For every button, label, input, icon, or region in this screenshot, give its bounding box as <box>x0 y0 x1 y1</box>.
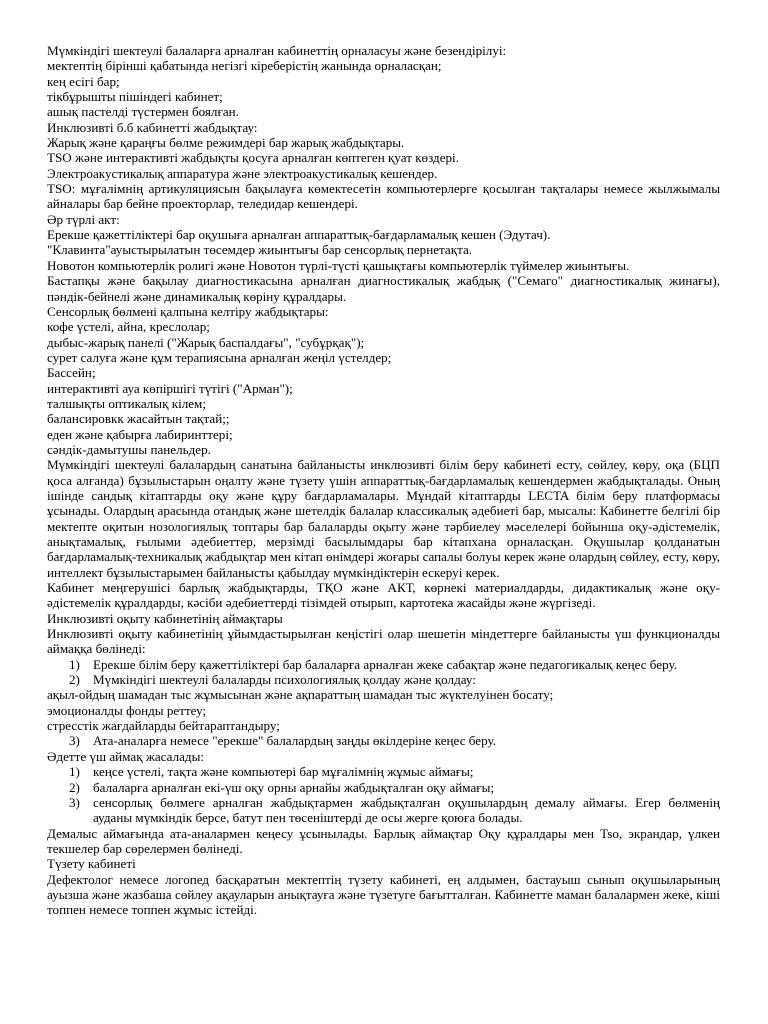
paragraph: тікбұрышты пішіндегі кабинет; <box>47 89 223 105</box>
paragraph: еден және қабырға лабиринттері; <box>47 426 233 442</box>
list-item <box>47 795 720 826</box>
paragraph: стресстік жағдайларды бейтараптандыру; <box>47 718 280 734</box>
paragraph: Сенсорлық бөлмені қалпына келтіру жабдықтары: <box>47 303 329 319</box>
list-item <box>47 657 720 672</box>
list-item <box>47 672 720 687</box>
paragraph: балансировкк жасайтын тақтай;; <box>47 411 230 427</box>
list-item-number: 3) <box>69 794 80 810</box>
paragraph: эмоционалды фонды реттеу; <box>47 702 207 718</box>
paragraph: Инклюзивті оқыту кабинетінің аймақтары <box>47 610 283 626</box>
paragraph: Кабинет меңгерушісі барлық жабдықтарды, ТҚО және АКТ, көрнекі материалдарды, дидактикалық және оқу-әдістемелік құралдарды, кәсіби әдебиеттерді тізімдей отырып, картотека жасайды және жүргізеді. <box>47 580 720 611</box>
paragraph: Әр түрлі акт: <box>47 211 120 227</box>
list-item-number: 1) <box>69 764 80 780</box>
paragraph: ақыл-ойдың шамадан тыс жұмысынан және ақпараттың шамадан тыс жүктелуінен босату; <box>47 687 554 703</box>
paragraph: Әдетте үш аймақ жасалады: <box>47 748 205 764</box>
paragraph: сәндік-дамытушы панельдер. <box>47 441 211 457</box>
paragraph: сурет салуға және құм терапиясына арналған жеңіл үстелдер; <box>47 349 392 365</box>
paragraph: Инклюзивті оқыту кабинетінің ұйымдастырылған кеңістігі олар шешетін міндеттерге байланысты үш функционалды аймаққа бөлінеді: <box>47 626 720 657</box>
list-item-number: 2) <box>69 779 80 795</box>
list-item-text: балаларға арналған екі-үш оқу орны арнайы жабдықталған оқу аймағы; <box>93 779 495 795</box>
paragraph: Мүмкіндігі шектеулі балаларға арналған кабинеттің орналасуы және безендірілуі: <box>47 43 507 58</box>
list-item <box>47 780 720 795</box>
paragraph: "Клавинта"ауыстырылатын төсемдер жиынтығы бар сенсорлық пернетақта. <box>47 242 473 258</box>
paragraph: кофе үстелі, айна, креслолар; <box>47 319 210 335</box>
list-item <box>47 733 720 748</box>
list-item-text: Ерекше білім беру қажеттіліктері бар балаларға арналған жеке сабақтар және педагогикалық кеңес беру. <box>93 656 677 672</box>
paragraph: дыбыс-жарық панелі ("Жарық баспалдағы", "субұрқақ"); <box>47 334 365 350</box>
list-item <box>47 764 720 779</box>
paragraph: Бастапқы және бақылау диагностикасына арналған диагностикалық жабдық ("Семаго" диагностикалық жинағы), пәндік-бейнелі және динамикалық көріну құралдары. <box>47 273 720 304</box>
paragraph: интерактивті ауа көпіршігі түтігі ("Арман"); <box>47 380 293 396</box>
paragraph: TSO: мұғалімнің артикуляциясын бақылауға көмектесетін компьютерлерге қосылған тақталары немесе жылжымалы айналары бар бейне проекторлар, теледидар кешендері. <box>47 181 720 212</box>
paragraph: талшықты оптикалық кілем; <box>47 395 206 411</box>
paragraph: Демалыс аймағында ата-аналармен кеңесу ұсынылады. Барлық аймақтар Оқу құралдары мен Tso, экрандар, үлкен текшелер бар сөрелермен бөлінеді. <box>47 825 720 856</box>
paragraph: Түзету кабинеті <box>47 856 136 872</box>
paragraph: ашық пастелді түстермен боялған. <box>47 104 239 120</box>
list-item-number: 3) <box>69 733 80 749</box>
list-item-text: сенсорлық бөлмеге арналған жабдықтармен жабдықталған оқушылардың демалу аймағы. Егер бөлменің ауданы мүмкіндік берсе, батут пен төсеніштерді де осы жерге қоюға болады. <box>93 794 720 826</box>
paragraph: Электроакустикалық аппаратура және электроакустикалық кешендер. <box>47 165 438 181</box>
paragraph: Мүмкіндігі шектеулі балалардың санатына байланысты инклюзивті білім беру кабинеті есту, сөйлеу, көру, оқа (БЦП қоса алғанда) бұзылыстарын оңалту және түзету үшін аппараттық-бағдарламалық кешендермен жабдықталады. Оның ішінде сандық кітаптарды оқу және құру бағдарламалары. Мұндай кітаптарды LECTA білім беру платформасы ұсынады. Олардың арасында отандық және шетелдік балалар классикалық әдебиеті бар, мысалы: Кабинетте белгілі бір мектепте оқитын нозологиялық топтары бар балаларды оқыту және тәрбиелеу мәселелері бойынша оқу-әдістемелік, анықтамалық, ғылыми әдебиеттер, мерзімді басылымдары бар кітапхана орналасқан. Оқушылар қолданатын бағдарламалық-техникалық жабдықтар мен кітап өнімдері жоғары сапалы болуы керек және олардың сөйлеу, есту, көру, интеллект бұзылыстарымен байланысты қабылдау мүмкіндіктерін ескеруі керек. <box>47 457 720 580</box>
paragraph: Ерекше қажеттіліктері бар оқушыға арналған аппараттық-бағдарламалық кешен (Эдутач). <box>47 227 551 243</box>
paragraph: Инклюзивті б.б кабинетті жабдықтау: <box>47 119 258 135</box>
list-item-number: 1) <box>69 656 80 672</box>
list-item-text: кеңсе үстелі, тақта және компьютері бар мұғалімнің жұмыс аймағы; <box>93 764 474 780</box>
paragraph: TSO және интерактивті жабдықты қосуға арналған көптеген қуат көздері. <box>47 150 459 166</box>
list-item-text: Мүмкіндігі шектеулі балаларды психологиялық қолдау және қолдау: <box>93 672 476 688</box>
paragraph: Дефектолог немесе логопед басқаратын мектептің түзету кабинеті, ең алдымен, бастауыш сынып оқушыларының ауызша және жазбаша сөйлеу ақауларын анықтауға және түзетуге бағытталған. Кабинетте маман балалармен жеке, кіші топпен немесе топпен жұмыс істейді. <box>47 871 720 918</box>
paragraph: Новотон компьютерлік ролигі және Новотон түрлі-түсті қашықтағы компьютерлік түймелер жиынтығы. <box>47 257 630 273</box>
paragraph: кең есігі бар; <box>47 73 120 89</box>
list-item-number: 2) <box>69 672 80 688</box>
paragraph: Жарық және қараңғы бөлме режимдері бар жарық жабдықтары. <box>47 135 405 151</box>
paragraph: мектептің бірінші қабатында негізгі кіреберістің жанында орналасқан; <box>47 58 442 74</box>
list-item-text: Ата-аналарға немесе "ерекше" балалардың заңды өкілдеріне кеңес беру. <box>93 733 496 749</box>
document-body <box>47 43 720 918</box>
paragraph: Бассейн; <box>47 365 96 381</box>
